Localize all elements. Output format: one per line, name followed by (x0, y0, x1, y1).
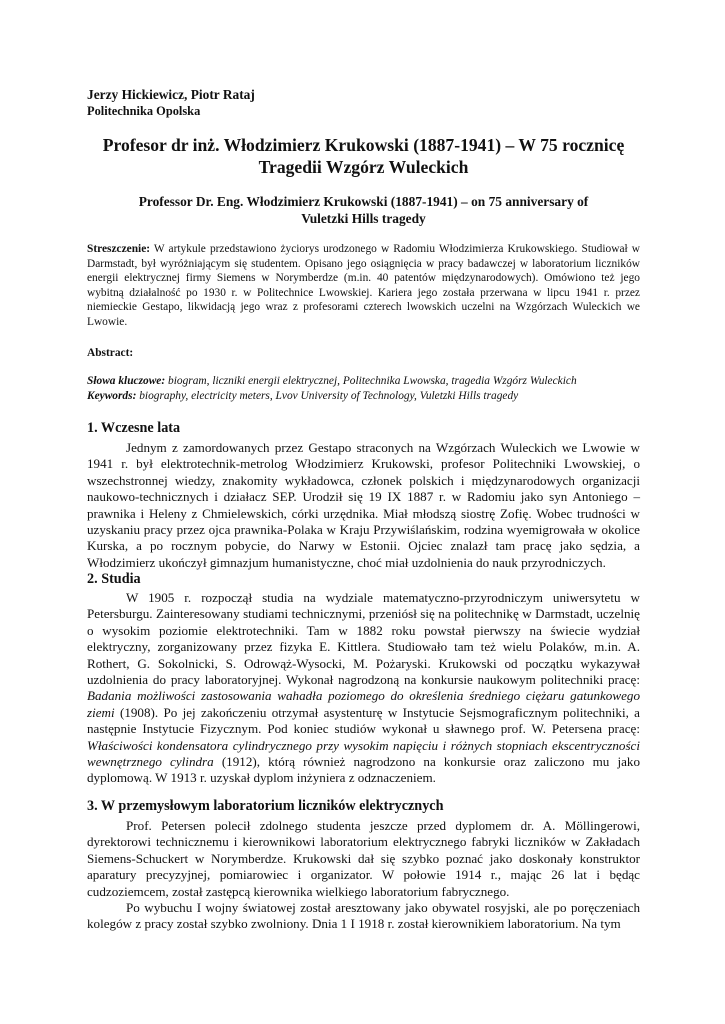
section-body-early-years (87, 440, 640, 571)
abstract-english-label: Abstract: (87, 347, 134, 359)
section-body-studies (87, 590, 640, 787)
abstract-polish-label: Streszczenie: (87, 243, 151, 255)
paragraph-text: W 1905 r. rozpoczął studia na wydziale matematyczno-przyrodniczym uniwersytetu w Petersburgu. Zainteresowany studiami technicznymi, przeniósł się na politechnikę w Darmstadt, uczelnię o wysokim poziomie elektrotechniki. Tam w 1882 roku powstał pierwszy na świecie wydział elektryczny, zorganizowany przez fizyka E. Kittlera. Studiowało tam też wielu Polaków, m.in. A. Rothert, G. Sokolnicki, S. Odrowąż-Wysocki, M. Pożaryski. Krukowski od początku wykazywał uzdolnienia do pracy laboratoryjnej. Wykonał nagrodzoną na konkursie naukowym politechniki pracę: (87, 590, 640, 688)
keywords-polish (87, 374, 640, 389)
paper-title-italic: Badania możliwości zastosowania wahadła poziomego do określenia średniego ciężaru gatunkowego ziemi (87, 688, 640, 720)
section-body-industrial-lab (87, 818, 640, 933)
title-english (87, 193, 640, 227)
affiliation: Politechnika Opolska (87, 104, 201, 118)
section-heading-early-years: 1. Wczesne lata (87, 420, 181, 436)
thesis-title-italic: Właściwości kondensatora cylindrycznego przy wysokim napięciu i różnych stopniach ekscentryczności wewnętrznego cylindra (87, 737, 640, 770)
authors: Jerzy Hickiewicz, Piotr Rataj (87, 87, 255, 102)
title-polish-line-2: Tragedii Wzgórz Wuleckich (258, 157, 469, 177)
keywords-english-text: biography, electricity meters, Lvov University of Technology, Vuletzki Hills tragedy (139, 389, 519, 402)
section-heading-industrial-lab: 3. W przemysłowym laboratorium liczników elektrycznych (87, 798, 444, 814)
abstract-polish (87, 242, 640, 330)
keywords-english (87, 389, 640, 404)
title-polish (87, 134, 640, 178)
paragraph: Po wybuchu I wojny światowej został aresztowany jako obywatel rosyjski, ale po poręczeniach kolegów z pracy został szybko zwolniony. Dnia 1 I 1918 r. został kierownikiem laboratorium. Na tym (87, 900, 640, 932)
paragraph (87, 590, 640, 787)
keywords-polish-label: Słowa kluczowe: (87, 375, 166, 387)
keywords-english-label: Keywords: (87, 389, 137, 402)
paragraph: Prof. Petersen polecił zdolnego studenta jeszcze przed dyplomem dr. A. Möllingerowi, dyrektorowi technicznemu i kierownikowi laboratorium elektrycznego fabryki liczników w Zakładach Siemens-Schuckert w Norymberdze. Krukowski dał się szybko poznać jako doskonały konstruktor aparatury precyzyjnej, pomiarowiec i organizator. W połowie 1914 r., mając 26 lat i będąc cudzoziemcem, został zastępcą kierownika wielkiego laboratorium fabrycznego. (87, 818, 640, 899)
author-block (87, 86, 640, 120)
paragraph: Jednym z zamordowanych przez Gestapo straconych na Wzgórzach Wuleckich we Lwowie w 1941 r. był elektrotechnik-metrolog Włodzimierz Krukowski, profesor Politechniki Lwowskiej, o wszechstronnej wiedzy, znakomity wykładowca, członek polskich i międzynarodowych organizacji naukowo-technicznych i działacz SEP. Urodził się 19 IX 1887 r. w Radomiu jako syn Antoniego – prawnika i Heleny z Chmielewskich, córki urzędnika. Miał młodszą siostrę Zofię. Wobec trudności w uzyskaniu pracy przez ojca prawnika-Polaka w Kraju Przywiślańskim, rodzina wyemigrowała w okolice Kurska, a po rocznym pobycie, do Narwy w Estonii. Ojciec znalazł tam pracę jako sędzia, a Włodzimierz ukończył gimnazjum humanistyczne, choć miał uzdolnienia do nauk przyrodniczych. (87, 440, 640, 570)
keywords-block (87, 374, 640, 403)
keywords-polish-text: biogram, liczniki energii elektrycznej, Politechnika Lwowska, tragedia Wzgórz Wuleckich (168, 375, 577, 387)
title-english-line-2: Vuletzki Hills tragedy (301, 211, 426, 226)
section-heading-studies: 2. Studia (87, 571, 141, 587)
abstract-english (87, 346, 640, 361)
title-polish-line-1: Profesor dr inż. Włodzimierz Krukowski (1887-1941) – W 75 rocznicę (102, 135, 625, 155)
abstract-polish-text: W artykule przedstawiono życiorys urodzonego w Radomiu Włodzimierza Krukowskiego. Studiował w Darmstadt, był wyróżniającym się studentem. Opisano jego osiągnięcia w pracy badawczej w laboratorium liczników energii elektrycznej firmy Siemens w Norymberdze (m.in. 40 patentów międzynarodowych). Omówiono też jego wybitną działalność po 1930 r. w Politechnice Lwowskiej. Kariera jego została przerwana w lipcu 1941 r. przez niemieckie Gestapo, likwidacją jego wraz z profesorami czterech lwowskich uczelni na Wzgórzach Wuleckich we Lwowie. (87, 243, 640, 328)
paragraph-text: (1912), którą również nagrodzono na konkursie oraz zaliczono mu jako dyplomową. W 1913 r. uzyskał dyplom inżyniera z odznaczeniem. (87, 754, 640, 786)
paragraph-text: (1908). Po jej zakończeniu otrzymał asystenturę w Instytucie Sejsmograficznym politechniki, a następnie Instytucie Fizycznym. Pod koniec studiów wykonał u sławnego prof. W. Petersena pracę: (87, 704, 640, 737)
title-english-line-1: Professor Dr. Eng. Włodzimierz Krukowski (1887-1941) – on 75 anniversary of (138, 194, 589, 209)
